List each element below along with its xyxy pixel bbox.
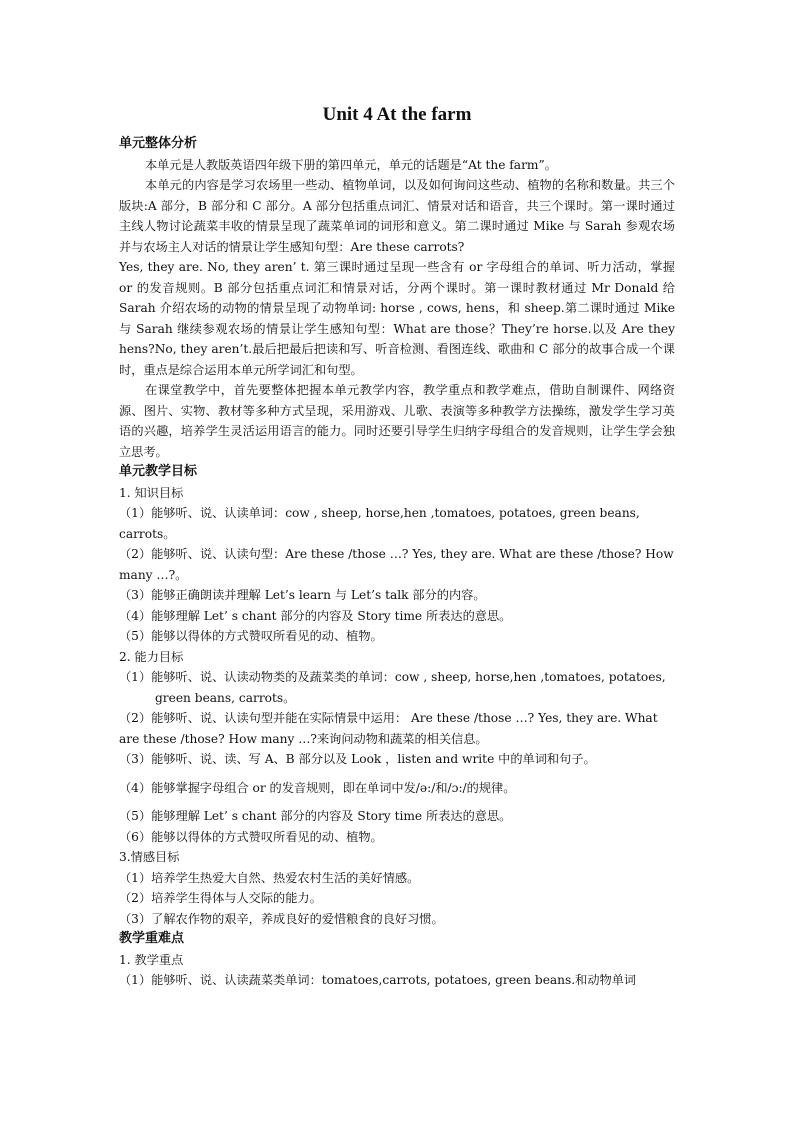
- ability-goals-title: 2. 能力目标: [119, 649, 184, 664]
- key-point-item: （1）能够听、说、认读蔬菜类单词：tomatoes,carrots, potatoes, green beans.和动物单词: [119, 973, 637, 987]
- knowledge-goal-item: （1）能够听、说、认读单词：cow , sheep, horse,hen ,tomatoes, potatoes, green beans, carrots。: [119, 506, 640, 541]
- emotion-goal-item: （2）培养学生得体与人交际的能力。: [119, 891, 322, 905]
- ability-goal-item: （3）能够听、说、读、写 A、B 部分以及 Look ，listen and write 中的单词和句子。: [119, 752, 596, 766]
- overview-paragraph-2: 本单元的内容是学习农场里一些动、植物单词，以及如何询问这些动、植物的名称和数量。共三个版块:A 部分，B 部分和 C 部分。A 部分包括重点词汇、情景对话和语音，共三个课时。第一课时通过主线人物讨论蔬菜丰收的情景呈现了蔬菜单词的词形和意义。第二课时通过 Mike 与 Sarah 参观农场并与农场主人对话的情景让学生感知句型：Are these carrots?: [119, 178, 675, 254]
- ability-goal-item-continuation: green beans, carrots。: [155, 690, 296, 705]
- knowledge-goal-item: （2）能够听、说、认读句型：Are these /those …? Yes, they are. What are these /those? How many …?。: [119, 547, 674, 582]
- ability-goal-item: （5）能够理解 Let’ s chant 部分的内容及 Story time 所表达的意思。: [119, 809, 512, 823]
- section-heading-key-points: 教学重难点: [119, 931, 185, 946]
- overview-paragraph-3: Yes, they are. No, they aren’ t. 第三课时通过呈现一些含有 or 字母组合的单词、听力活动，掌握 or 的发音规则。B 部分包括重点词汇和情景对话，分两个课时。第一课时教材通过 Mr Donald 给 Sarah 介绍农场的动物的情景呈现了动物单词: horse , cows, hens，和 sheep.第二课时通过 Mike 与 Sarah 继续参观农场的情景让学生感知句型：What are those？They’re horse.以及 Are they hens?No, they aren’t.最后把最后把读和写、听音检测、看图连线、歌曲和 C 部分的故事合成一个课时，重点是综合运用本单元所学词汇和句型。: [119, 260, 675, 377]
- key-points-subtitle: 1. 教学重点: [119, 952, 184, 967]
- ability-goal-item: （6）能够以得体的方式赞叹所看见的动、植物。: [119, 829, 383, 844]
- document-page: [119, 104, 675, 991]
- overview-paragraph-4: 在课堂教学中，首先要整体把握本单元教学内容，教学重点和教学难点，借助自制课件、网络资源、图片、实物、教材等多种方式呈现，采用游戏、儿歌、表演等多种教学方法操练，激发学生学习英语的兴趣，培养学生灵活运用语言的能力。同时还要引导学生归纳字母组合的发音规则，让学生学会独立思考。: [119, 383, 675, 459]
- knowledge-goal-item: （3）能够正确朗读并理解 Let’s learn 与 Let’s talk 部分的内容。: [119, 588, 486, 602]
- emotion-goal-item: （1）培养学生热爱大自然、热爱农村生活的美好情感。: [119, 870, 420, 885]
- emotion-goals-title: 3.情感目标: [119, 850, 180, 864]
- ability-goal-item: （2）能够听、说、认读句型并能在实际情景中运用： Are these /those …? Yes, they are. What are these /those? How many …?来询问动物和蔬菜的相关信息。: [119, 711, 658, 746]
- section-heading-overview: 单元整体分析: [119, 136, 198, 151]
- page-title: Unit 4 At the farm: [322, 104, 472, 125]
- ability-goal-item: （1）能够听、说、认读动物类的及蔬菜类的单词：cow , sheep, horse,hen ,tomatoes, potatoes,: [119, 670, 666, 684]
- ability-goal-item: （4）能够掌握字母组合 or 的发音规则，即在单词中发/ə:/和/ɔ:/的规律。: [119, 780, 516, 795]
- overview-paragraph-1: 本单元是人教版英语四年级下册的第四单元，单元的话题是“At the farm”。: [145, 157, 557, 172]
- section-heading-goals: 单元教学目标: [119, 464, 198, 479]
- emotion-goal-item: （3）了解农作物的艰辛，养成良好的爱惜粮食的良好习惯。: [119, 911, 444, 926]
- knowledge-goal-item: （4）能够理解 Let’ s chant 部分的内容及 Story time 所表达的意思。: [119, 608, 512, 623]
- knowledge-goals-title: 1. 知识目标: [119, 485, 184, 500]
- knowledge-goal-item: （5）能够以得体的方式赞叹所看见的动、植物。: [119, 629, 383, 643]
